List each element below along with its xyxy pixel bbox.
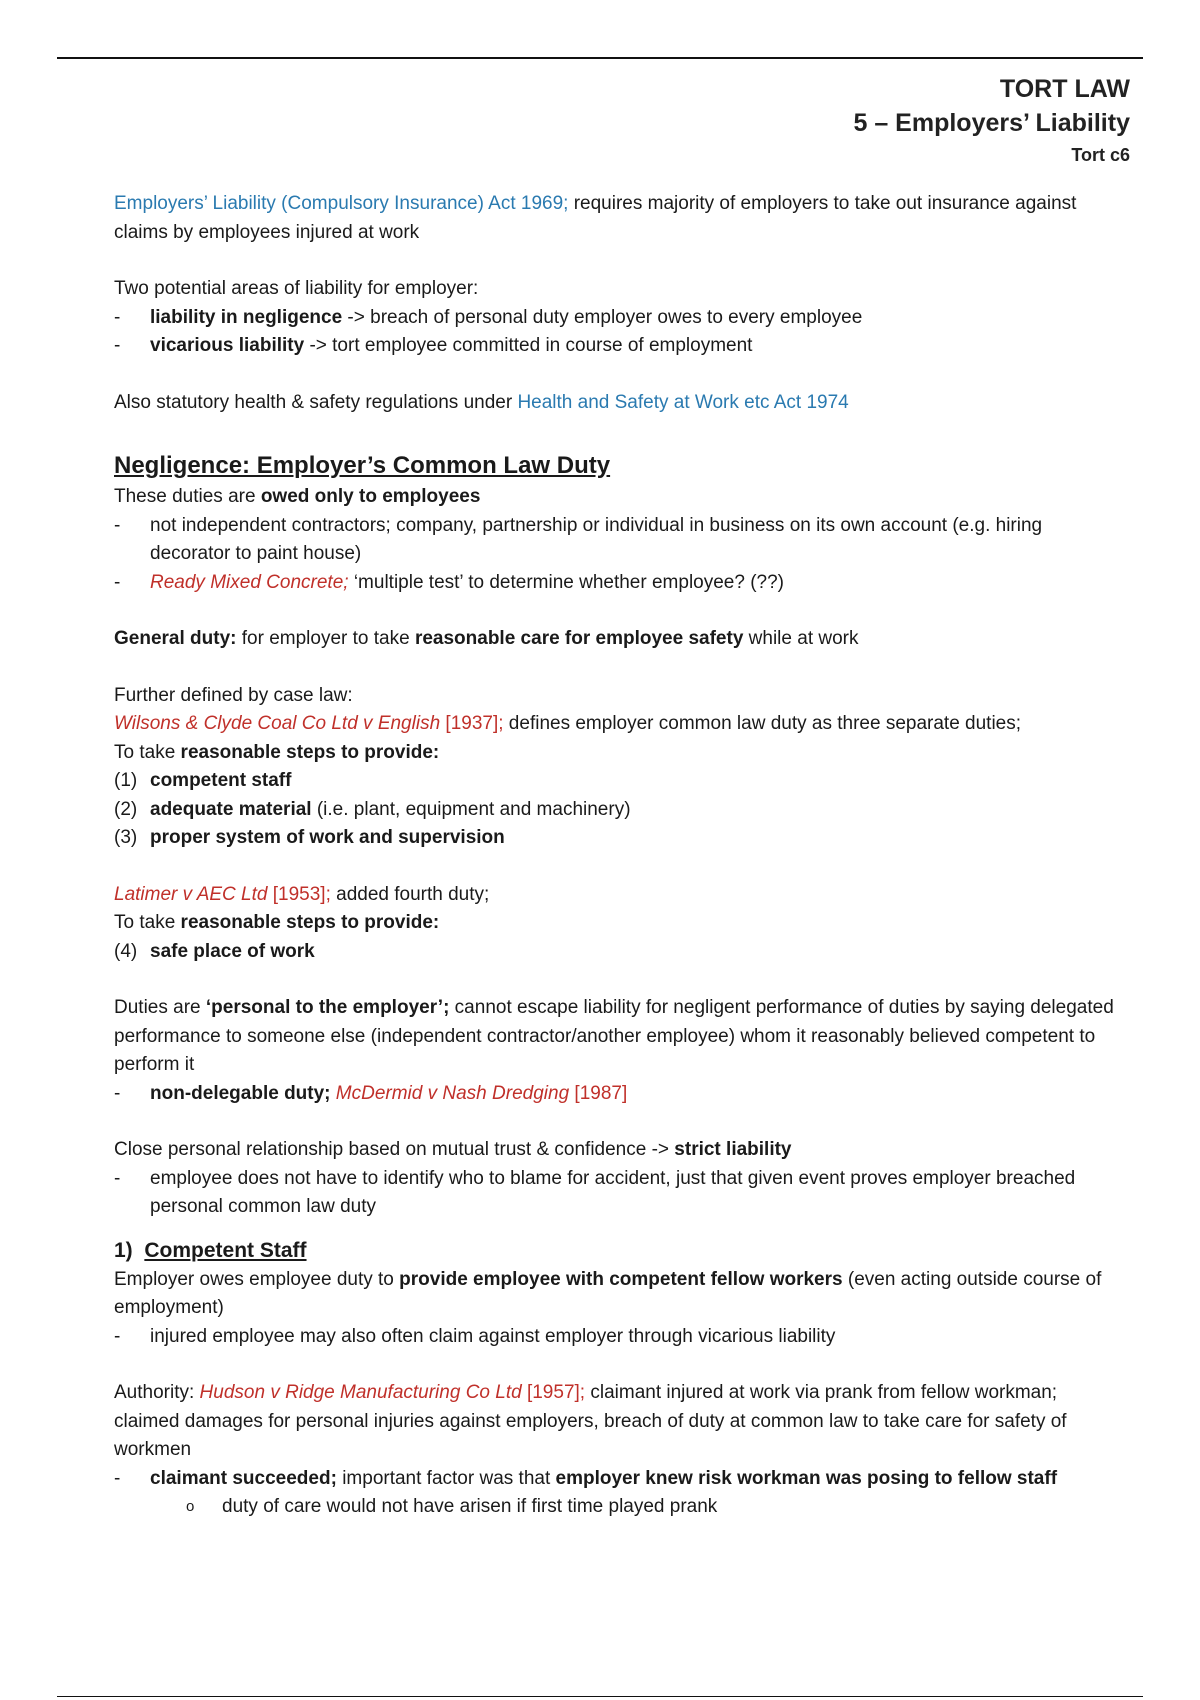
bottom-rule: [57, 1696, 1143, 1697]
steps-paragraph: To take reasonable steps to provide:: [114, 741, 440, 763]
statute-link: Health and Safety at Work etc Act 1974: [517, 391, 849, 413]
numbered-item: (4) safe place of work: [114, 940, 315, 962]
list-item: - injured employee may also often claim against employer through vicarious liability: [114, 1323, 1124, 1352]
section-heading: Negligence: Employer’s Common Law Duty: [114, 452, 611, 479]
document-body: [114, 190, 1124, 1522]
list-item: - liability in negligence -> breach of personal duty employer owes to every employee: [114, 304, 1124, 333]
document-header: [853, 72, 1130, 170]
list-item: - not independent contractors; company, partnership or individual in business on its own account (e.g. hiring decorator to paint house): [114, 512, 1124, 569]
list-item: - vicarious liability -> tort employee committed in course of employment: [114, 332, 1124, 361]
top-rule: [57, 57, 1143, 59]
statutory-paragraph: Also statutory health & safety regulations under Health and Safety at Work etc Act 1974: [114, 391, 849, 413]
statute-link: Employers’ Liability (Compulsory Insurance) Act 1969;: [114, 193, 569, 214]
intro-paragraph: Employers’ Liability (Compulsory Insurance) Act 1969; requires majority of employers to take out insurance against claims by employees injured at work: [114, 193, 1077, 243]
case-citation: Ready Mixed Concrete;: [150, 571, 349, 593]
case-citation: Wilsons & Clyde Coal Co Ltd v English: [114, 713, 441, 734]
numbered-item: (3) proper system of work and supervision: [114, 827, 505, 848]
wilsons-paragraph: Wilsons & Clyde Coal Co Ltd v English [1937]; defines employer common law duty as three separate duties;: [114, 713, 1022, 734]
list-item: - Ready Mixed Concrete; ‘multiple test’ to determine whether employee? (??): [114, 569, 1124, 598]
case-citation: McDermid v Nash Dredging: [330, 1082, 570, 1104]
numbered-item: (1) competent staff: [114, 770, 292, 791]
list-item: - non-delegable duty; McDermid v Nash Dredging [1987]: [114, 1080, 1124, 1109]
sub-list-item: o duty of care would not have arisen if first time played prank: [114, 1493, 1124, 1522]
further-text: Further defined by case law:: [114, 684, 353, 706]
steps2-paragraph: To take reasonable steps to provide:: [114, 912, 440, 933]
authority-paragraph: Authority: Hudson v Ridge Manufacturing Co Ltd [1957]; claimant injured at work via prank from fellow workman; claimed damages for personal injuries against employers, breach of duty at common law to take care for safety of workmen: [114, 1382, 1067, 1460]
case-citation: Latimer v AEC Ltd: [114, 883, 268, 905]
close-paragraph: Close personal relationship based on mutual trust & confidence -> strict liability: [114, 1139, 792, 1160]
list-item: - employee does not have to identify who to blame for accident, just that given event proves employer breached personal common law duty: [114, 1165, 1124, 1222]
personal-paragraph: Duties are ‘personal to the employer’; cannot escape liability for negligent performance of duties by saying delegated performance to someone else (independent contractor/another employee) whom it reasonably believed competent to perform it: [114, 997, 1114, 1075]
chapter-ref: Tort c6: [1071, 145, 1130, 165]
subject-title: TORT LAW: [999, 75, 1130, 103]
latimer-paragraph: Latimer v AEC Ltd [1953]; added fourth duty;: [114, 883, 490, 905]
owed-paragraph: These duties are owed only to employees: [114, 486, 481, 507]
general-duty: General duty: for employer to take reasonable care for employee safety while at work: [114, 628, 859, 649]
list-item: - claimant succeeded; important factor was that employer knew risk workman was posing to fellow staff: [114, 1465, 1124, 1494]
areas-lead: Two potential areas of liability for employer:: [114, 278, 479, 299]
case-citation: Hudson v Ridge Manufacturing Co Ltd: [199, 1382, 522, 1403]
competent-paragraph: Employer owes employee duty to provide employee with competent fellow workers (even acting outside course of employment): [114, 1268, 1102, 1318]
subsection-heading: 1) Competent Staff: [114, 1238, 307, 1262]
topic-title: 5 – Employers’ Liability: [853, 109, 1130, 137]
numbered-item: (2) adequate material (i.e. plant, equipment and machinery): [114, 798, 631, 820]
